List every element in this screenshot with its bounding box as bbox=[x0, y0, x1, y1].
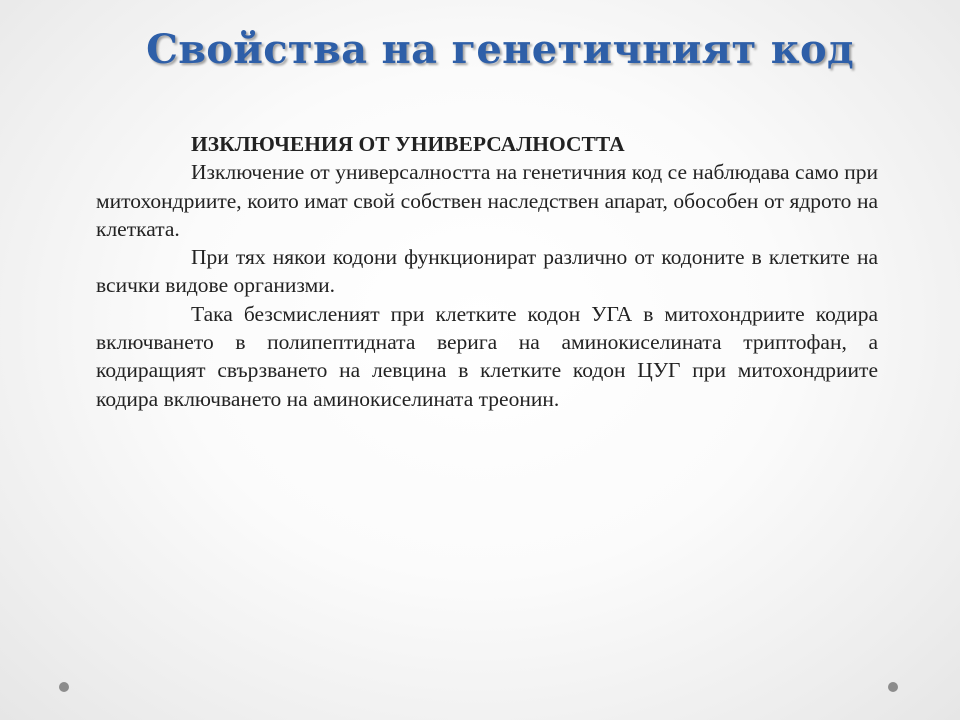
paragraph: Изключение от универсалността на генетичния код се наблюдава само при митохондриите, които имат свой собствен наследствен апарат, обособен от ядрото на клетката. bbox=[96, 160, 878, 241]
slide-title: Свойства на генетичният код bbox=[146, 26, 854, 73]
section-heading: ИЗКЛЮЧЕНИЯ ОТ УНИВЕРСАЛНОСТТА bbox=[191, 132, 625, 156]
decorative-dot-left bbox=[59, 682, 69, 692]
paragraph: При тях някои кодони функционират различно от кодоните в клетките на всички видове организми. bbox=[96, 245, 878, 298]
decorative-dot-right bbox=[888, 682, 898, 692]
slide-body bbox=[96, 130, 878, 413]
paragraph: Така безсмисленият при клетките кодон УГА в митохондриите кодира включването в полипептидната верига на аминокиселината триптофан, а кодиращият свързването на левцина в клетките кодон ЦУГ при митохондриите кодира включването на аминокиселината треонин. bbox=[96, 301, 878, 411]
